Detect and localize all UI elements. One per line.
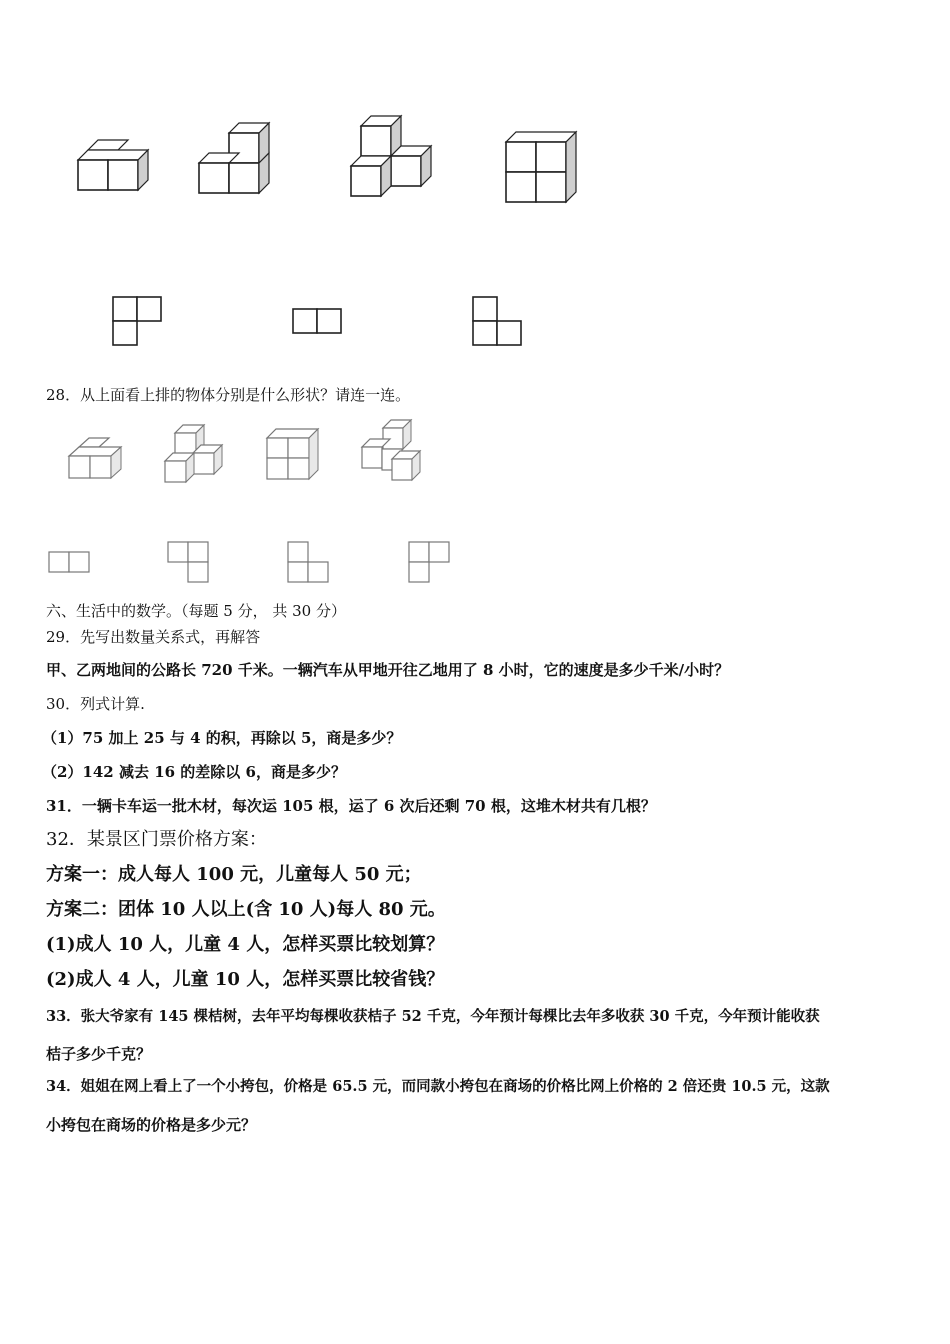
q34-line-2: 小挎包在商场的价格是多少元？: [46, 1116, 257, 1134]
q28-cube-group-4: [362, 420, 420, 480]
q28-label: 28．从上面看上排的物体分别是什么形状？请连一连。: [46, 386, 411, 404]
q31-text: 31．一辆卡车运一批木材，每次运 105 根，运了 6 次后还剩 70 根，这堆木材共有几根？: [46, 797, 656, 815]
q32-plan-2: 方案二：团体 10 人以上(含 10 人)每人 80 元。: [46, 899, 446, 920]
q32-part-1: (1)成人 10 人，儿童 4 人，怎样买票比较划算？: [46, 934, 445, 955]
q28-view-two-row[interactable]: [49, 552, 89, 572]
view-shape-l-bottom[interactable]: [473, 297, 521, 345]
view-shape-two-row[interactable]: [293, 309, 341, 333]
q33-line-1: 33．张大爷家有 145 棵桔树，去年平均每棵收获桔子 52 千克，今年预计每棵比去年多收获 30 千克，今年预计能收获: [46, 1008, 820, 1025]
q28-cube-group-2: [165, 425, 222, 482]
cube-stack-d: [506, 132, 576, 202]
cube-stack-b: [199, 123, 269, 193]
q33-line-2: 桔子多少千克？: [46, 1045, 152, 1063]
q28-cube-group-3: [267, 429, 318, 479]
q34-line-1: 34．姐姐在网上看上了一个小挎包，价格是 65.5 元，而同款小挎包在商场的价格比网上价格的 2 倍还贵 10.5 元，这款: [46, 1078, 830, 1095]
cube-stack-a: [78, 140, 148, 190]
q30-part-1: （1）75 加上 25 与 4 的积，再除以 5，商是多少？: [42, 729, 402, 747]
q28-view-l-top-left[interactable]: [409, 542, 449, 582]
cube-stack-c: [351, 116, 431, 196]
q29-text: 甲、乙两地间的公路长 720 千米。一辆汽车从甲地开往乙地用了 8 小时，它的速度是多少千米/小时？: [46, 661, 730, 679]
q32-part-2: (2)成人 4 人，儿童 10 人，怎样买票比较省钱？: [46, 969, 445, 990]
q28-cube-group-1: [69, 438, 121, 478]
q30-label: 30．列式计算.: [46, 695, 145, 713]
q29-label: 29．先写出数量关系式，再解答: [46, 628, 261, 646]
q28-view-l-top-right[interactable]: [168, 542, 208, 582]
section-6-title: 六、生活中的数学。（每题 5 分， 共 30 分）: [46, 602, 346, 620]
q32-plan-1: 方案一：成人每人 100 元，儿童每人 50 元；: [46, 864, 422, 885]
view-shape-l-top[interactable]: [113, 297, 161, 345]
q28-view-l-bottom[interactable]: [288, 542, 328, 582]
q32-label: 32．某景区门票价格方案：: [46, 829, 267, 850]
q30-part-2: （2）142 减去 16 的差除以 6，商是多少？: [42, 763, 346, 781]
